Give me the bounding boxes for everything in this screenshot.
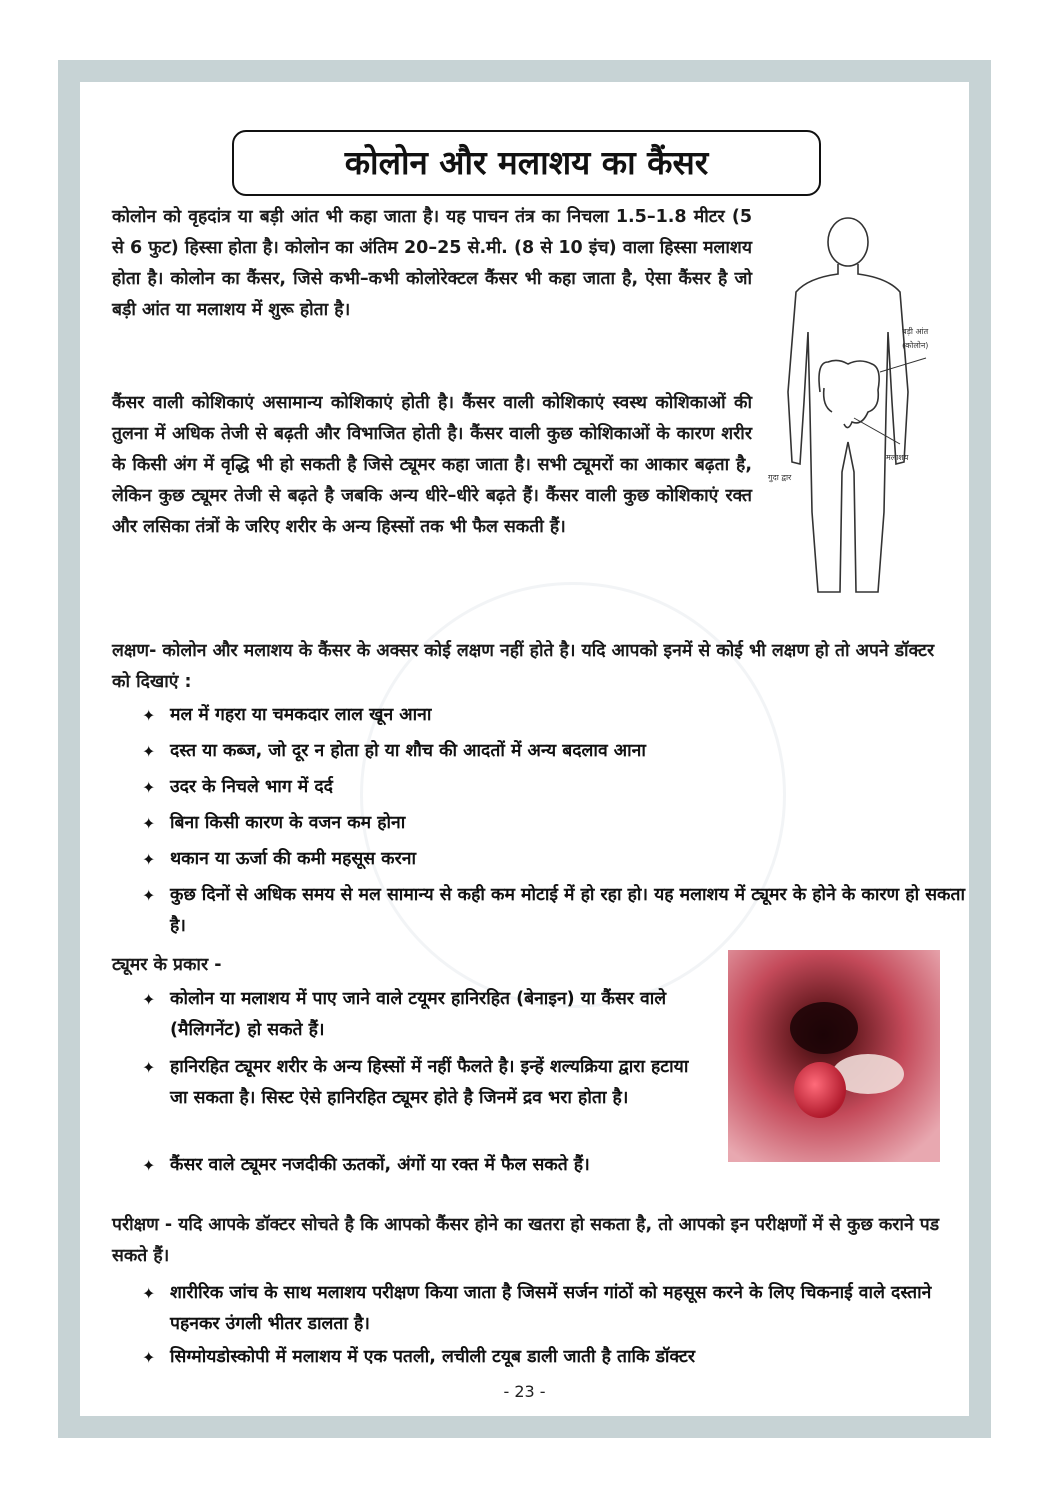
label-anus: गुदा द्वार xyxy=(768,473,792,482)
symptoms-text: कोलोन और मलाशय के कैंसर के अक्सर कोई लक्षण नहीं होते है। यदि आपको इनमें से कोई भी लक्षण हो तो अपने डॉक्टर को दिखाएं : xyxy=(112,641,935,692)
symptom-item xyxy=(142,808,985,839)
symptom-item xyxy=(142,700,985,731)
tumor-type-text: कोलोन या मलाशय में पाए जाने वाले टयूमर हानिरहित (बेनाइन) या कैंसर वाले (मैलिगनेंट) हो सकते हैं। xyxy=(170,989,667,1040)
page-number: - 23 - xyxy=(503,1382,546,1401)
symptom-text: बिना किसी कारण के वजन कम होना xyxy=(170,813,406,833)
symptom-text: मल में गहरा या चमकदार लाल खून आना xyxy=(170,705,432,725)
colon-anatomy-figure xyxy=(768,212,948,602)
page-content xyxy=(80,82,969,1416)
intro-paragraph-1: कोलोन को वृहदांत्र या बड़ी आंत भी कहा जाता है। यह पाचन तंत्र का निचला 1.5–1.8 मीटर (5 से 6 फुट) हिस्सा होता है। कोलोन का अंतिम 20–25 से.मी. (8 से 10 इंच) वाला हिस्सा मलाशय होता है। कोलोन का कैंसर, जिसे कभी–कभी कोलोरेक्टल कैंसर भी कहा जाता है, ऐसा कैंसर है जो बड़ी आंत या मलाशय में शुरू होता है। xyxy=(112,207,752,320)
star-bullet-icon: ✦ xyxy=(142,850,156,869)
label-colon-sub: (कोलोन) xyxy=(902,341,929,350)
symptom-text: कुछ दिनों से अधिक समय से मल सामान्य से कही कम मोटाई में हो रहा हो। यह मलाशय में ट्यूमर के होने के कारण हो सकता है। xyxy=(170,885,965,936)
star-bullet-icon: ✦ xyxy=(142,1284,156,1303)
endoscopy-illustration xyxy=(728,950,940,1162)
star-bullet-icon: ✦ xyxy=(142,814,156,833)
tests-intro xyxy=(112,1210,957,1272)
endoscopy-image xyxy=(728,950,940,1162)
symptoms-label: लक्षण- xyxy=(112,641,157,661)
star-bullet-icon: ✦ xyxy=(142,990,156,1009)
test-item xyxy=(142,1278,985,1340)
symptom-item xyxy=(142,736,985,767)
tumor-types-heading: ट्यूमर के प्रकार - xyxy=(112,955,222,975)
symptom-text: उदर के निचले भाग में दर्द xyxy=(170,777,333,797)
test-item xyxy=(142,1342,985,1373)
star-bullet-icon: ✦ xyxy=(142,778,156,797)
tests-text: यदि आपके डॉक्टर सोचते है कि आपको कैंसर होने का खतरा हो सकता है, तो आपको इन परीक्षणों में से कुछ कराने पड सकते हैं। xyxy=(112,1215,940,1266)
label-colon: बड़ी आंत xyxy=(902,327,929,336)
star-bullet-icon: ✦ xyxy=(142,1348,156,1367)
star-bullet-icon: ✦ xyxy=(142,1156,156,1175)
tumor-type-item xyxy=(142,1150,710,1181)
intro-paragraph-2: कैंसर वाली कोशिकाएं असामान्य कोशिकाएं होती है। कैंसर वाली कोशिकाएं स्वस्थ कोशिकाओं की तुलना में अधिक तेजी से बढ़ती और विभाजित होती है। कैंसर वाली कुछ कोशिकाओं के कारण शरीर के किसी अंग में वृद्धि भी हो सकती है जिसे ट्यूमर कहा जाता है। सभी ट्यूमरों का आकार बढ़ता है, लेकिन कुछ ट्यूमर तेजी से बढ़ते है जबकि अन्य धीरे–धीरे बढ़ते हैं। कैंसर वाली कुछ कोशिकाएं रक्त और लसिका तंत्रों के जरिए शरीर के अन्य हिस्सों तक भी फैल सकती हैं। xyxy=(112,393,752,537)
test-text: सिग्मोयडोस्कोपी में मलाशय में एक पतली, लचीली टयूब डाली जाती है ताकि डॉक्टर xyxy=(170,1347,695,1367)
symptom-item xyxy=(142,772,985,803)
symptom-item xyxy=(142,880,985,942)
symptom-text: थकान या ऊर्जा की कमी महसूस करना xyxy=(170,849,417,869)
star-bullet-icon: ✦ xyxy=(142,886,156,905)
test-text: शारीरिक जांच के साथ मलाशय परीक्षण किया जाता है जिसमें सर्जन गांठों को महसूस करने के लिए चिकनाई वाले दस्ताने पहनकर उंगली भीतर डालता है। xyxy=(170,1283,932,1334)
tumor-type-item xyxy=(142,1052,710,1114)
symptom-item xyxy=(142,844,985,875)
tests-label: परीक्षण - xyxy=(112,1215,173,1235)
tumor-type-text: कैंसर वाले ट्यूमर नजदीकी ऊतकों, अंगों या रक्त में फैल सकते हैं। xyxy=(170,1155,590,1175)
symptoms-intro xyxy=(112,636,957,698)
star-bullet-icon: ✦ xyxy=(142,706,156,725)
page-frame xyxy=(58,60,991,1438)
symptom-text: दस्त या कब्ज, जो दूर न होता हो या शौच की आदतों में अन्य बदलाव आना xyxy=(170,741,646,761)
tumor-type-text: हानिरहित ट्यूमर शरीर के अन्य हिस्सों में नहीं फैलते है। इन्हें शल्यक्रिया द्वारा हटाया जा सकता है। सिस्ट ऐसे हानिरहित ट्यूमर होते है जिनमें द्रव भरा होता है। xyxy=(170,1057,689,1108)
page-title: कोलोन और मलाशय का कैंसर xyxy=(232,130,821,196)
body-outline-illustration xyxy=(768,212,948,602)
star-bullet-icon: ✦ xyxy=(142,742,156,761)
star-bullet-icon: ✦ xyxy=(142,1058,156,1077)
label-rectum: मलाशय xyxy=(886,453,909,462)
tumor-type-item xyxy=(142,984,710,1046)
